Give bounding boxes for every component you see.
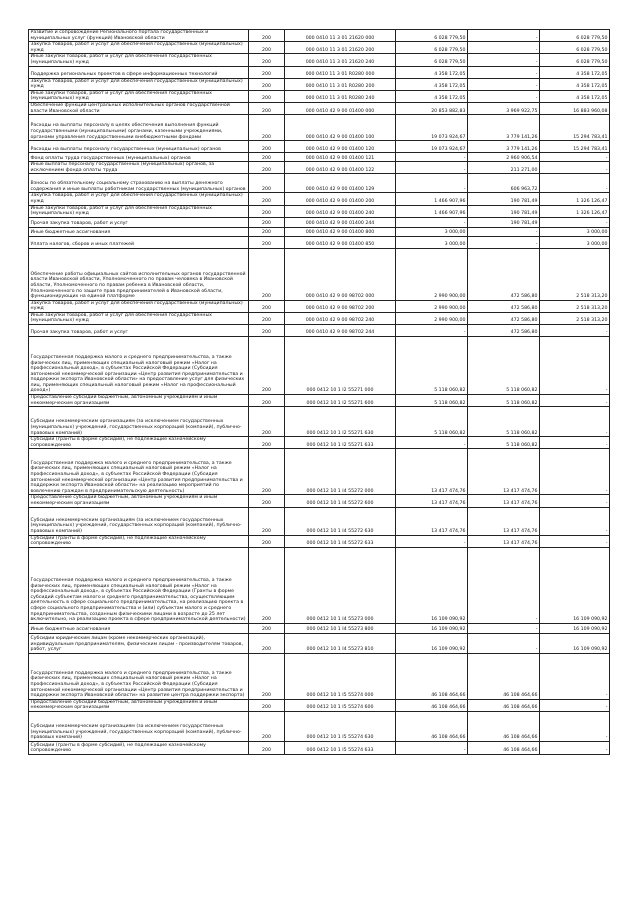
cell-cls: 000 0410 42 9 00 98702 240 (285, 312, 396, 324)
cell-v2: 5 118 060,82 (468, 437, 540, 449)
cell-name: Иные закупки товаров, работ и услуг для обеспечения государственных (муниципальных) нужд (29, 205, 249, 217)
cell-v3: 16 109 090,92 (540, 623, 610, 633)
cell-v3: 1 326 126,47 (540, 205, 610, 217)
table-row (29, 507, 610, 535)
cell-v2: 13 417 474,76 (468, 449, 540, 495)
cell-code: 200 (249, 449, 285, 495)
cell-name: Обеспечение функций центральных исполнительных органов государственной власти Ивановской области (29, 102, 249, 114)
cell-v3: 6 028 779,50 (540, 54, 610, 66)
cell-name: Иные закупки товаров, работ и услуг для обеспечения государственных (муниципальных) нужд (29, 312, 249, 324)
cell-code: 200 (249, 248, 285, 300)
cell-v2: 5 118 060,82 (468, 337, 540, 395)
cell-v3: 3 000,00 (540, 236, 610, 248)
cell-v2: 472 586,80 (468, 312, 540, 324)
cell-name: Закупка товаров, работ и услуг для обеспечения государственных (муниципальных) нужд (29, 78, 249, 90)
cell-v1: 1 466 907,96 (396, 193, 468, 205)
cell-v3: - (540, 507, 610, 535)
cell-cls: 000 0412 10 1 I4 55272 633 (285, 535, 396, 547)
cell-v1: 16 109 090,92 (396, 633, 468, 653)
cell-name: Закупка товаров, работ и услуг для обеспечения государственных (муниципальных) нужд (29, 193, 249, 205)
cell-v2: 190 781,49 (468, 217, 540, 227)
cell-v1: - (396, 162, 468, 174)
cell-name: Иные выплаты персоналу государственных (муниципальных) органов, за исключением фонда оплаты труда (29, 162, 249, 174)
cell-v2: - (468, 227, 540, 236)
cell-v3: - (540, 535, 610, 547)
cell-cls: 000 0412 10 1 I2 55271 633 (285, 437, 396, 449)
cell-code: 200 (249, 633, 285, 653)
table-row (29, 337, 610, 395)
table-row (29, 699, 610, 711)
cell-v3: 16 109 090,92 (540, 633, 610, 653)
cell-v2: 472 586,80 (468, 325, 540, 337)
table-row (29, 115, 610, 141)
cell-cls: 000 0410 42 9 00 01400 122 (285, 162, 396, 174)
cell-code: 200 (249, 623, 285, 633)
cell-v2: 606 963,72 (468, 174, 540, 193)
cell-v1: 5 118 060,82 (396, 337, 468, 395)
cell-name: Закупка товаров, работ и услуг для обеспечения государственных (муниципальных) нужд (29, 300, 249, 312)
cell-v1: 4 358 172,05 (396, 90, 468, 102)
cell-v2: 2 960 906,54 (468, 153, 540, 162)
cell-v1: 16 109 090,92 (396, 623, 468, 633)
cell-code: 200 (249, 407, 285, 437)
cell-v1: - (396, 325, 468, 337)
cell-name: Субсидии (гранты в форме субсидий), не подлежащие казначейскому сопровождению (29, 742, 249, 755)
cell-cls: 000 0410 42 9 00 01400 121 (285, 153, 396, 162)
cell-name: Иные бюджетные ассигнования (29, 227, 249, 236)
cell-cls: 000 0410 11 3 01 R0280 200 (285, 78, 396, 90)
cell-v2: 46 108 464,66 (468, 712, 540, 742)
cell-code: 200 (249, 227, 285, 236)
cell-v3: 16 109 090,92 (540, 547, 610, 623)
cell-name: Государственная поддержка малого и среднего предпринимательства, а также физических лиц, применяющих специальный налоговый режим «Налог на профессиональный доход», в субъектах Российской Федерации (Субсидия автономной некоммерческой организации «Центр развития предпринимательства и поддержки экспорта Ивановской области» на предоставление услуг для физических лиц, применяющих специальный налоговый режим «Налог на профессиональный доход») (29, 337, 249, 395)
cell-v3: 2 518 313,20 (540, 312, 610, 324)
cell-cls: 000 0410 11 3 01 R0280 000 (285, 66, 396, 78)
cell-v3: 1 326 126,47 (540, 193, 610, 205)
cell-v3: - (540, 449, 610, 495)
cell-v1: 6 028 779,50 (396, 54, 468, 66)
cell-code: 200 (249, 437, 285, 449)
cell-v1: - (396, 174, 468, 193)
cell-v2: - (468, 90, 540, 102)
cell-v2: - (468, 30, 540, 42)
cell-v3: 15 294 783,41 (540, 141, 610, 153)
cell-v2: 3 779 141,26 (468, 141, 540, 153)
cell-v3: - (540, 407, 610, 437)
cell-code: 200 (249, 42, 285, 54)
cell-cls: 000 0412 10 1 I5 55274 000 (285, 653, 396, 699)
cell-name: Взносы по обязательному социальному страхованию на выплаты денежного содержания и иные выплаты работникам государственных (муниципальных) органов (29, 174, 249, 193)
table-row (29, 547, 610, 623)
cell-code: 200 (249, 115, 285, 141)
cell-v3: - (540, 174, 610, 193)
cell-v1: 13 417 474,76 (396, 507, 468, 535)
cell-name: Субсидии некоммерческим организациям (за исключением государственных (муниципальных) учреждений, государственных корпораций (компаний), публично-правовых компаний) (29, 712, 249, 742)
cell-code: 200 (249, 300, 285, 312)
cell-v3: 15 294 783,41 (540, 115, 610, 141)
table-row (29, 712, 610, 742)
cell-v1: 20 853 882,83 (396, 102, 468, 114)
cell-v3: - (540, 153, 610, 162)
table-row (29, 742, 610, 755)
cell-code: 200 (249, 325, 285, 337)
cell-code: 200 (249, 742, 285, 755)
cell-name: Государственная поддержка малого и среднего предпринимательства, а также физических лиц, применяющих специальный налоговый режим «Налог на профессиональный доход», в субъектах Российской Федерации (Гранты в форме субсидий субъектам малого и среднего предпринимательства, осуществляющим деятельность в сфере социального предпринимательства, на реализацию проекта в сфере социального предпринимательства и (или) субъектам малого и среднего предпринимательства, созданным физическими лицами в возрасте до 25 лет включительно, на реализацию проекта в сфере предпринимательской деятельности) (29, 547, 249, 623)
table-row (29, 495, 610, 507)
table-row (29, 623, 610, 633)
table-row (29, 653, 610, 699)
cell-name: Уплата налогов, сборов и иных платежей (29, 236, 249, 248)
table-row (29, 78, 610, 90)
cell-v2: - (468, 633, 540, 653)
table-row (29, 205, 610, 217)
cell-v2: 46 108 464,66 (468, 742, 540, 755)
cell-name: Субсидии (гранты в форме субсидий), не подлежащие казначейскому сопровождению (29, 535, 249, 547)
cell-code: 200 (249, 507, 285, 535)
cell-code: 200 (249, 205, 285, 217)
cell-name: Поддержка региональных проектов в сфере информационных технологий (29, 66, 249, 78)
cell-name: Закупка товаров, работ и услуг для обеспечения государственных (муниципальных) нужд (29, 42, 249, 54)
cell-v3: - (540, 162, 610, 174)
cell-name: Государственная поддержка малого и среднего предпринимательства, а также физических лиц, применяющих специальный налоговый режим «Налог на профессиональный доход», в субъектах Российской Федерации (Субсидия автономной некоммерческой организации «Центр развития предпринимательства и поддержки экспорта Ивановской области» на развитие центра поддержки экспорта) (29, 653, 249, 699)
cell-v1: 4 358 172,05 (396, 66, 468, 78)
cell-name: Предоставление субсидий бюджетным, автономным учреждениям и иным некоммерческим организациям (29, 699, 249, 711)
table-row (29, 248, 610, 300)
cell-v1: - (396, 742, 468, 755)
cell-cls: 000 0412 10 1 I5 55274 633 (285, 742, 396, 755)
cell-v3: - (540, 437, 610, 449)
cell-v2: 3 779 141,26 (468, 115, 540, 141)
cell-code: 200 (249, 495, 285, 507)
cell-v1: - (396, 217, 468, 227)
cell-v1: 46 108 464,66 (396, 712, 468, 742)
cell-v1: 13 417 474,76 (396, 495, 468, 507)
cell-v3: - (540, 495, 610, 507)
cell-cls: 000 0410 42 9 00 01400 120 (285, 141, 396, 153)
cell-code: 200 (249, 193, 285, 205)
cell-name: Субсидии некоммерческим организациям (за исключением государственных (муниципальных) учреждений, государственных корпораций (компаний), публично-правовых компаний) (29, 507, 249, 535)
cell-name: Иные бюджетные ассигнования (29, 623, 249, 633)
cell-v2: - (468, 54, 540, 66)
table-body (29, 30, 610, 755)
cell-code: 200 (249, 141, 285, 153)
table-row (29, 395, 610, 407)
cell-cls: 000 0412 10 1 I4 55272 630 (285, 507, 396, 535)
cell-code: 200 (249, 162, 285, 174)
cell-code: 200 (249, 547, 285, 623)
cell-code: 200 (249, 699, 285, 711)
cell-cls: 000 0410 42 9 00 98702 200 (285, 300, 396, 312)
cell-name: Обеспечение работы официальных сайтов исполнительных органов государственной власти Ивановской области, Уполномоченного по правам человека в Ивановской области, Уполномоченного по правам ребенка в Ивановской области, Уполномоченного по защите прав предпринимателей в Ивановской области, функционирующих на единой платформе (29, 248, 249, 300)
cell-cls: 000 0410 42 9 00 01400 850 (285, 236, 396, 248)
cell-v1: 2 990 900,00 (396, 300, 468, 312)
cell-name: Развитие и сопровождение Регионального портала государственных и муниципальных услуг (функций) Ивановской области (29, 30, 249, 42)
cell-code: 200 (249, 337, 285, 395)
cell-v1: 16 109 090,92 (396, 547, 468, 623)
cell-v1: - (396, 535, 468, 547)
cell-v1: 6 028 779,50 (396, 30, 468, 42)
cell-v1: - (396, 437, 468, 449)
cell-v3: - (540, 699, 610, 711)
table-row (29, 42, 610, 54)
cell-v3: 6 028 779,50 (540, 30, 610, 42)
cell-cls: 000 0412 10 1 I2 55271 630 (285, 407, 396, 437)
table-row (29, 90, 610, 102)
cell-code: 200 (249, 66, 285, 78)
cell-v3: 4 358 172,05 (540, 66, 610, 78)
table-row (29, 227, 610, 236)
cell-cls: 000 0410 42 9 00 98702 244 (285, 325, 396, 337)
cell-v2: 13 417 474,76 (468, 507, 540, 535)
cell-cls: 000 0410 42 9 00 01400 129 (285, 174, 396, 193)
cell-v3: - (540, 217, 610, 227)
cell-code: 200 (249, 102, 285, 114)
cell-v3: 3 000,00 (540, 227, 610, 236)
cell-cls: 000 0410 11 3 01 R0280 240 (285, 90, 396, 102)
table-row (29, 535, 610, 547)
cell-v2: - (468, 78, 540, 90)
cell-code: 200 (249, 395, 285, 407)
cell-name: Фонд оплаты труда государственных (муниципальных) органов (29, 153, 249, 162)
cell-code: 200 (249, 30, 285, 42)
cell-cls: 000 0410 42 9 00 01400 240 (285, 205, 396, 217)
cell-v1: 46 108 464,66 (396, 653, 468, 699)
cell-code: 200 (249, 153, 285, 162)
cell-v2: 13 417 474,76 (468, 495, 540, 507)
cell-cls: 000 0410 42 9 00 01400 100 (285, 115, 396, 141)
cell-cls: 000 0410 42 9 00 01400 000 (285, 102, 396, 114)
table-row (29, 102, 610, 114)
cell-v3: - (540, 653, 610, 699)
cell-v3: - (540, 337, 610, 395)
cell-v1: 46 108 464,66 (396, 699, 468, 711)
cell-v2: 3 969 922,75 (468, 102, 540, 114)
cell-v1: 3 000,00 (396, 227, 468, 236)
cell-name: Государственная поддержка малого и среднего предпринимательства, а также физических лиц, применяющих специальный налоговый режим «Налог на профессиональный доход», в субъектах Российской Федерации (Субсидия автономной некоммерческой организации «Центр развития предпринимательства и поддержки экспорта Ивановской области» на реализацию мероприятий по вовлечению граждан в предпринимательскую деятельность) (29, 449, 249, 495)
cell-name: Иные закупки товаров, работ и услуг для обеспечения государственных (муниципальных) нужд (29, 90, 249, 102)
cell-v1: - (396, 153, 468, 162)
cell-v1: 19 073 924,67 (396, 115, 468, 141)
cell-v2: - (468, 236, 540, 248)
cell-code: 200 (249, 174, 285, 193)
cell-v2: 190 781,49 (468, 205, 540, 217)
cell-v1: 1 466 907,96 (396, 205, 468, 217)
cell-code: 200 (249, 90, 285, 102)
cell-cls: 000 0410 42 9 00 98702 000 (285, 248, 396, 300)
cell-v1: 6 028 779,50 (396, 42, 468, 54)
table-row (29, 174, 610, 193)
cell-v3: 6 028 779,50 (540, 42, 610, 54)
cell-cls: 000 0410 11 3 01 21620 240 (285, 54, 396, 66)
cell-v2: 5 118 060,82 (468, 395, 540, 407)
cell-v3: 2 518 313,20 (540, 300, 610, 312)
cell-v1: 5 118 060,82 (396, 407, 468, 437)
cell-v2: 13 417 474,76 (468, 535, 540, 547)
cell-name: Расходы на выплаты персоналу в целях обеспечения выполнения функций государственными (муниципальными) органами, казенными учреждениями, органами управления государственными внебюджетными фондами (29, 115, 249, 141)
cell-v3: - (540, 742, 610, 755)
cell-cls: 000 0410 42 9 00 01400 800 (285, 227, 396, 236)
cell-name: Прочая закупка товаров, работ и услуг (29, 217, 249, 227)
table-row (29, 449, 610, 495)
table-row (29, 633, 610, 653)
cell-name: Субсидии юридическим лицам (кроме некоммерческих организаций), индивидуальным предпринимателям, физическим лицам - производителям товаров, работ, услуг (29, 633, 249, 653)
cell-v2: 211 271,00 (468, 162, 540, 174)
cell-cls: 000 0410 11 3 01 21620 000 (285, 30, 396, 42)
cell-v1: 3 000,00 (396, 236, 468, 248)
cell-code: 200 (249, 236, 285, 248)
table-row (29, 300, 610, 312)
cell-name: Предоставление субсидий бюджетным, автономным учреждениям и иным некоммерческим организациям (29, 395, 249, 407)
table-row (29, 312, 610, 324)
table-row (29, 217, 610, 227)
cell-cls: 000 0412 10 1 I4 55272 600 (285, 495, 396, 507)
cell-v3: - (540, 325, 610, 337)
cell-code: 200 (249, 653, 285, 699)
table-row (29, 162, 610, 174)
table-row (29, 153, 610, 162)
table-row (29, 437, 610, 449)
cell-cls: 000 0412 10 1 I4 55273 800 (285, 623, 396, 633)
cell-v3: 4 358 172,05 (540, 78, 610, 90)
cell-name: Субсидии (гранты в форме субсидий), не подлежащие казначейскому сопровождению (29, 437, 249, 449)
table-row (29, 236, 610, 248)
cell-v2: 190 781,49 (468, 193, 540, 205)
table-row (29, 407, 610, 437)
cell-code: 200 (249, 217, 285, 227)
table-row (29, 54, 610, 66)
cell-cls: 000 0410 42 9 00 01400 200 (285, 193, 396, 205)
cell-v2: - (468, 623, 540, 633)
cell-v2: - (468, 42, 540, 54)
cell-v1: 19 073 924,67 (396, 141, 468, 153)
cell-v2: 472 586,80 (468, 248, 540, 300)
cell-v2: - (468, 547, 540, 623)
cell-v3: 2 518 313,20 (540, 248, 610, 300)
cell-v2: 46 108 464,66 (468, 699, 540, 711)
cell-v1: 5 118 060,82 (396, 395, 468, 407)
cell-v2: - (468, 66, 540, 78)
cell-v2: 472 586,80 (468, 300, 540, 312)
table-row (29, 30, 610, 42)
cell-v3: 4 358 172,05 (540, 90, 610, 102)
table-row (29, 141, 610, 153)
cell-cls: 000 0412 10 1 I4 55272 000 (285, 449, 396, 495)
cell-code: 200 (249, 312, 285, 324)
table-row (29, 325, 610, 337)
cell-name: Субсидии некоммерческим организациям (за исключением государственных (муниципальных) учреждений, государственных корпораций (компаний), публично-правовых компаний) (29, 407, 249, 437)
table-row (29, 66, 610, 78)
cell-name: Иные закупки товаров, работ и услуг для обеспечения государственных (муниципальных) нужд (29, 54, 249, 66)
cell-v3: - (540, 712, 610, 742)
cell-cls: 000 0410 11 3 01 21620 200 (285, 42, 396, 54)
cell-code: 200 (249, 535, 285, 547)
cell-code: 200 (249, 78, 285, 90)
cell-v1: 4 358 172,05 (396, 78, 468, 90)
cell-cls: 000 0412 10 1 I5 55274 630 (285, 712, 396, 742)
budget-execution-table (28, 29, 610, 755)
cell-name: Расходы на выплаты персоналу государственных (муниципальных) органов (29, 141, 249, 153)
table-row (29, 193, 610, 205)
cell-name: Прочая закупка товаров, работ и услуг (29, 325, 249, 337)
cell-v1: 2 990 900,00 (396, 312, 468, 324)
cell-cls: 000 0410 42 9 00 01400 244 (285, 217, 396, 227)
cell-v1: 2 990 900,00 (396, 248, 468, 300)
cell-v1: 13 417 474,76 (396, 449, 468, 495)
cell-v2: 46 108 464,66 (468, 653, 540, 699)
cell-cls: 000 0412 10 1 I5 55274 600 (285, 699, 396, 711)
cell-code: 200 (249, 712, 285, 742)
cell-v3: 16 883 960,08 (540, 102, 610, 114)
cell-cls: 000 0412 10 1 I2 55271 000 (285, 337, 396, 395)
cell-v3: - (540, 395, 610, 407)
cell-cls: 000 0412 10 1 I4 55273 810 (285, 633, 396, 653)
cell-cls: 000 0412 10 1 I2 55271 600 (285, 395, 396, 407)
cell-cls: 000 0412 10 1 I4 55273 000 (285, 547, 396, 623)
cell-code: 200 (249, 54, 285, 66)
cell-v2: 5 118 060,82 (468, 407, 540, 437)
cell-name: Предоставление субсидий бюджетным, автономным учреждениям и иным некоммерческим организациям (29, 495, 249, 507)
